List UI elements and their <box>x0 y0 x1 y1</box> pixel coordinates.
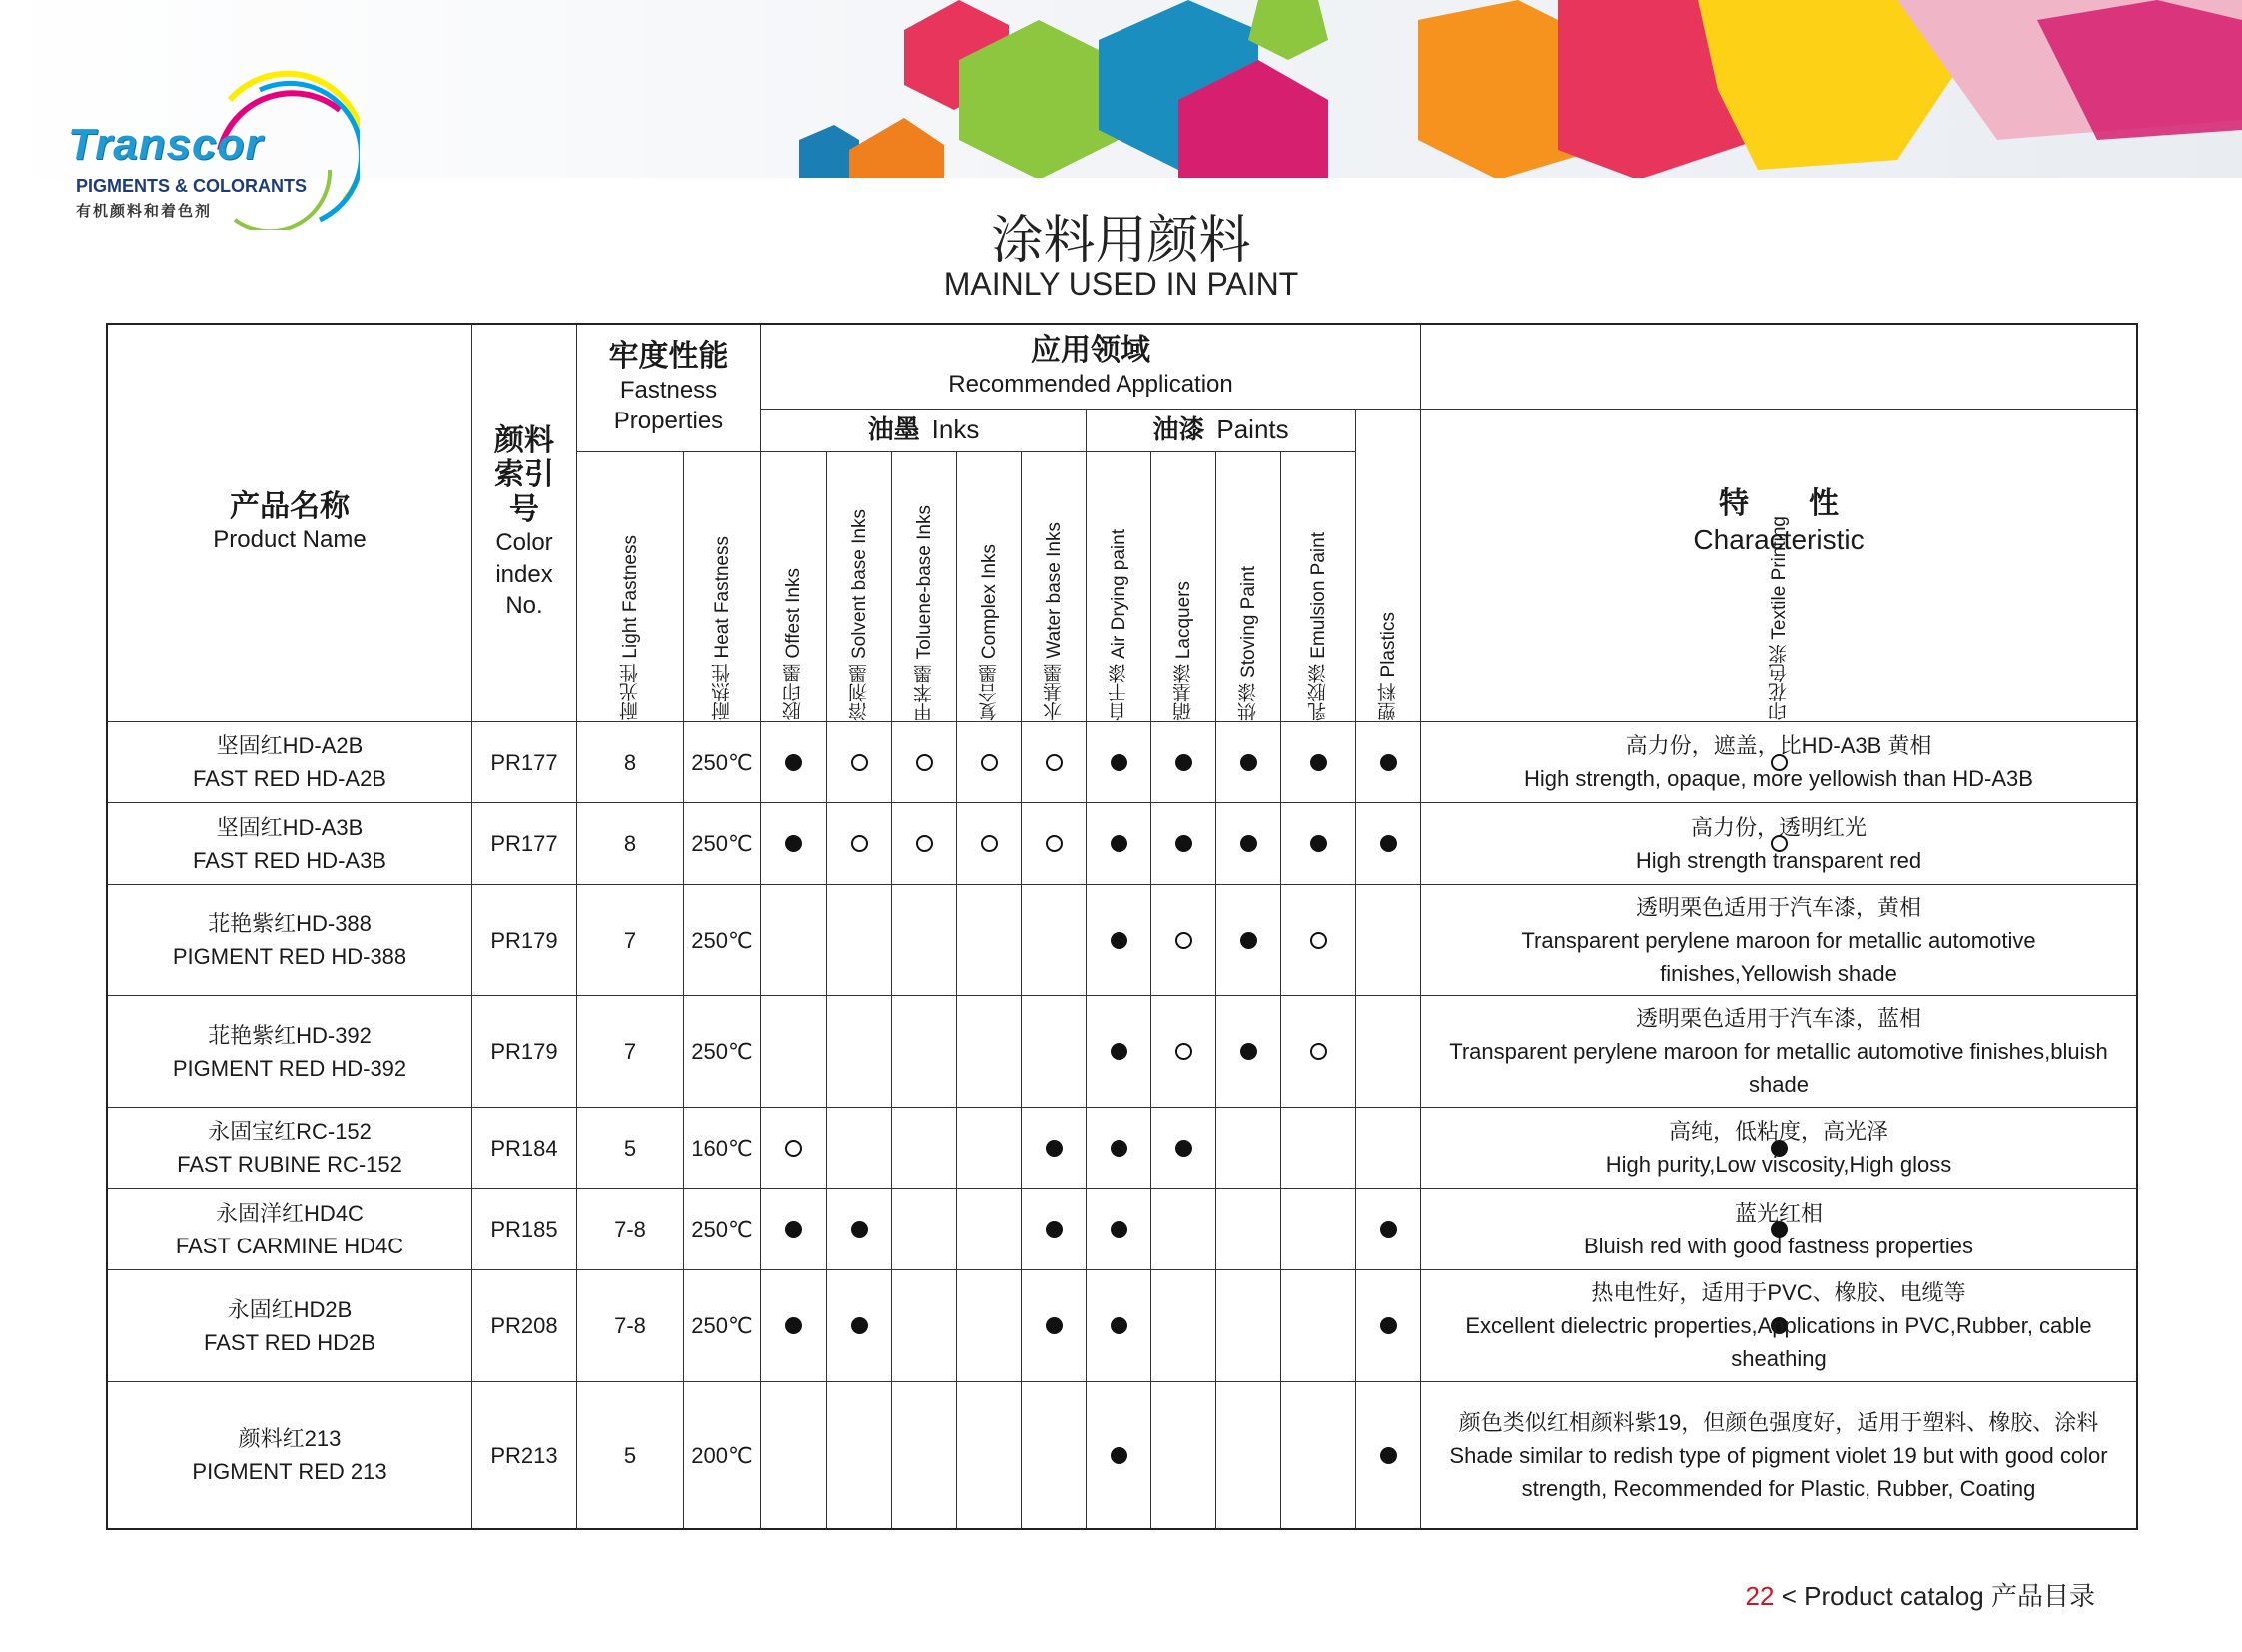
row-application-cell <box>760 1381 827 1529</box>
filled-circle-icon <box>1111 1447 1127 1464</box>
header-characteristic-en: Characteristic <box>1693 523 1865 555</box>
header-inks-label <box>868 413 980 447</box>
filled-circle-icon <box>1111 1140 1127 1157</box>
color-index-value: PR179 <box>490 927 558 953</box>
page-footer <box>1746 1576 2095 1613</box>
open-circle-icon <box>981 835 998 852</box>
row-application-cell <box>1150 995 1216 1108</box>
light-fastness-value: 8 <box>623 831 637 856</box>
row-application-cell <box>826 1188 892 1270</box>
filled-circle-icon <box>1175 1140 1192 1157</box>
heat-fastness-value: 250℃ <box>691 831 753 856</box>
light-fastness-value: 5 <box>623 1135 637 1161</box>
row-application-cell <box>891 802 957 885</box>
characteristic-cn: 透明栗色适用于汽车漆，黄相 <box>1635 894 1921 920</box>
row-color-index <box>471 995 577 1108</box>
product-name-cn: 坚固红HD-A2B <box>216 733 364 758</box>
header-characteristic-cn: 特 性 <box>1719 486 1839 522</box>
filled-circle-icon <box>785 835 802 852</box>
product-name-cn: 坚固红HD-A3B <box>216 814 364 840</box>
product-table <box>107 324 2136 1528</box>
characteristic-cn: 高力份，遮盖，比HD-A3B 黄相 <box>1625 733 1932 758</box>
row-application-cell <box>1150 721 1216 803</box>
row-application-cell <box>891 1188 957 1270</box>
row-application-cell <box>891 1269 957 1382</box>
row-product-name <box>107 802 472 885</box>
row-application-cell <box>1280 884 1356 996</box>
row-application-cell <box>891 884 957 996</box>
header-col-4 <box>891 451 957 722</box>
header-inks <box>760 409 1087 452</box>
header-col-12 <box>1420 409 2137 722</box>
row-application-cell <box>1215 884 1281 996</box>
characteristic-en: High purity,Low viscosity,High gloss <box>1605 1152 1952 1177</box>
header-col-label: 乳胶漆 Emulsion Paint <box>1307 531 1329 721</box>
row-application-cell <box>1355 721 1421 803</box>
header-col-label: 水基墨 Water base Inks <box>1043 522 1065 721</box>
characteristic-en: Shade similar to redish type of pigment violet 19 but with good color strength, Recommended for Plastic, Rubber, Coating <box>1449 1442 2108 1501</box>
row-application-cell <box>956 995 1022 1108</box>
row-application-cell <box>1150 1107 1216 1189</box>
row-application-cell <box>956 884 1022 996</box>
open-circle-icon <box>1310 932 1327 949</box>
row-heat-fastness <box>683 1107 761 1189</box>
row-application-cell <box>1355 1269 1421 1382</box>
open-circle-icon <box>981 754 998 771</box>
heat-fastness-value: 250℃ <box>691 1217 753 1241</box>
row-application-cell <box>1021 802 1087 885</box>
header-fastness-cn: 牢度性能 <box>608 339 729 375</box>
row-light-fastness <box>576 802 684 885</box>
row-application-cell <box>956 1381 1022 1529</box>
filled-circle-icon <box>1240 932 1257 949</box>
product-name-cn: 苝艳紫红HD-392 <box>208 1022 372 1048</box>
product-name-cn: 苝艳紫红HD-388 <box>208 911 372 936</box>
light-fastness-value: 5 <box>623 1442 637 1468</box>
header-product-name <box>107 324 472 722</box>
row-application-cell <box>1021 1188 1087 1270</box>
filled-circle-icon <box>1175 835 1192 852</box>
row-characteristic <box>1420 1381 2137 1529</box>
row-application-cell <box>1150 1381 1216 1529</box>
heat-fastness-value: 250℃ <box>691 1313 753 1338</box>
color-index-value: PR177 <box>490 831 558 856</box>
header-fastness-en: Fastness Properties <box>613 376 724 434</box>
row-application-cell <box>760 1188 827 1270</box>
logo-tagline-cn: 有机颜料和着色剂 <box>76 203 213 220</box>
row-application-cell <box>760 1107 827 1189</box>
filled-circle-icon <box>1310 835 1327 852</box>
characteristic-en: Transparent perylene maroon for metallic automotive finishes,Yellowish shade <box>1521 927 2036 986</box>
row-application-cell <box>1215 802 1281 885</box>
footer-label: < Product catalog 产品目录 <box>1774 1581 2095 1611</box>
light-fastness-value: 8 <box>623 749 637 775</box>
header-col-6 <box>1021 451 1087 722</box>
logo-wordmark: Transcor <box>68 120 264 169</box>
row-application-cell <box>760 802 827 885</box>
header-col-8 <box>1150 451 1216 722</box>
filled-circle-icon <box>1380 754 1397 771</box>
row-application-cell <box>956 1188 1022 1270</box>
product-name-en: FAST RED HD2B <box>204 1329 375 1355</box>
filled-circle-icon <box>1046 1221 1063 1238</box>
row-application-cell <box>760 995 827 1108</box>
header-col-2 <box>760 451 827 722</box>
filled-circle-icon <box>1111 835 1127 852</box>
header-col-11 <box>1355 409 1421 722</box>
color-index-value: PR208 <box>490 1313 558 1338</box>
header-col-0 <box>576 451 684 722</box>
product-name-en: FAST RED HD-A2B <box>193 766 386 791</box>
heat-fastness-value: 250℃ <box>691 927 753 953</box>
row-application-cell <box>1355 1107 1421 1189</box>
product-name-en: PIGMENT RED HD-388 <box>172 944 407 969</box>
header-product-cn: 产品名称 <box>230 488 350 524</box>
row-heat-fastness <box>683 995 761 1108</box>
header-col-label: 自干漆 Air Drying paint <box>1108 528 1129 721</box>
row-application-cell <box>1280 1381 1356 1529</box>
filled-circle-icon <box>785 1221 802 1238</box>
header-paints <box>1086 409 1356 452</box>
header-col-10 <box>1280 451 1356 722</box>
row-application-cell <box>1280 802 1356 885</box>
product-name-cn: 永固宝红RC-152 <box>208 1119 372 1144</box>
filled-circle-icon <box>1111 932 1127 949</box>
row-application-cell <box>1355 884 1421 996</box>
color-index-value: PR184 <box>490 1135 558 1161</box>
page-number: 22 <box>1745 1581 1775 1611</box>
color-index-value: PR185 <box>490 1217 558 1241</box>
row-application-cell <box>760 1269 827 1382</box>
row-heat-fastness <box>683 1188 761 1270</box>
row-color-index <box>471 802 577 885</box>
characteristic-en: High strength, opaque, more yellowish than HD-A3B <box>1524 766 2033 791</box>
row-characteristic <box>1420 721 2137 803</box>
product-name-en: FAST RUBINE RC-152 <box>177 1152 402 1177</box>
filled-circle-icon <box>1111 1043 1127 1060</box>
row-application-cell <box>1086 1381 1151 1529</box>
row-application-cell <box>1215 1381 1281 1529</box>
open-circle-icon <box>851 835 868 852</box>
row-application-cell <box>1215 1107 1281 1189</box>
color-index-value: PR179 <box>490 1039 558 1064</box>
filled-circle-icon <box>851 1221 868 1238</box>
header-col-label: 耐光性 Light Fastness <box>619 535 641 721</box>
row-product-name <box>107 1381 472 1529</box>
page-title-cn: 涂料用颜料 <box>991 211 1251 271</box>
filled-circle-icon <box>1240 754 1257 771</box>
row-application-cell <box>1280 1107 1356 1189</box>
open-circle-icon <box>916 835 933 852</box>
characteristic-en: Excellent dielectric properties,Applications in PVC,Rubber, cable sheathing <box>1465 1313 2092 1371</box>
row-application-cell <box>1086 1188 1151 1270</box>
header-col-9 <box>1215 451 1281 722</box>
row-heat-fastness <box>683 802 761 885</box>
header-application-cn: 应用领域 <box>1031 333 1150 369</box>
row-application-cell <box>1086 995 1151 1108</box>
color-index-value: PR213 <box>490 1442 558 1468</box>
row-application-cell <box>1150 1269 1216 1382</box>
filled-circle-icon <box>1111 1221 1127 1238</box>
characteristic-cn: 热电性好，适用于PVC、橡胶、电缆等 <box>1591 1280 1966 1305</box>
product-name-en: PIGMENT RED HD-392 <box>172 1055 407 1081</box>
row-application-cell <box>1355 1188 1421 1270</box>
row-application-cell <box>760 721 827 803</box>
characteristic-en: Bluish red with good fastness properties <box>1583 1233 1974 1258</box>
page-title-en: MAINLY USED IN PAINT <box>943 266 1299 302</box>
light-fastness-value: 7-8 <box>614 1313 646 1338</box>
header-col-7 <box>1086 451 1151 722</box>
row-application-cell <box>1150 802 1216 885</box>
row-application-cell <box>1215 1188 1281 1270</box>
header-application <box>760 324 1421 410</box>
row-application-cell <box>1021 1269 1087 1382</box>
row-application-cell <box>826 802 892 885</box>
row-color-index <box>471 1381 577 1529</box>
row-application-cell <box>956 721 1022 803</box>
header-fastness <box>576 324 761 452</box>
heat-fastness-value: 250℃ <box>691 749 753 775</box>
row-application-cell <box>1280 1269 1356 1382</box>
header-col-label: 溶剂墨 Solvent base Inks <box>848 508 870 721</box>
header-col-3 <box>826 451 892 722</box>
header-index-cn: 颜料索引号 <box>494 422 554 527</box>
filled-circle-icon <box>851 1317 868 1334</box>
row-application-cell <box>1215 1269 1281 1382</box>
header-color-index <box>471 324 577 722</box>
product-name-cn: 颜料红213 <box>238 1426 342 1451</box>
header-col-label: 烘漆 Stoving Paint <box>1237 565 1259 721</box>
header-col-5 <box>956 451 1022 722</box>
row-application-cell <box>1086 1269 1151 1382</box>
characteristic-cn: 透明栗色适用于汽车漆，蓝相 <box>1635 1006 1921 1031</box>
row-product-name <box>107 1188 472 1270</box>
row-application-cell <box>826 1269 892 1382</box>
header-paints-en: Paints <box>1216 414 1289 445</box>
row-product-name <box>107 1269 472 1382</box>
row-application-cell <box>1086 884 1151 996</box>
filled-circle-icon <box>785 1317 802 1334</box>
header-col-label: 耐热性 Heat Fastness <box>711 536 733 721</box>
open-circle-icon <box>851 754 868 771</box>
row-light-fastness <box>576 1269 684 1382</box>
row-product-name <box>107 995 472 1108</box>
row-heat-fastness <box>683 1269 761 1382</box>
row-application-cell <box>1215 995 1281 1108</box>
row-product-name <box>107 721 472 803</box>
header-application-en: Recommended Application <box>948 370 1233 398</box>
product-name-en: PIGMENT RED 213 <box>192 1459 387 1484</box>
row-characteristic <box>1420 884 2137 996</box>
header-col-label: 塑料 Plastics <box>1377 612 1399 721</box>
row-application-cell <box>1355 995 1421 1108</box>
open-circle-icon <box>785 1140 802 1157</box>
row-application-cell <box>956 1269 1022 1382</box>
filled-circle-icon <box>785 754 802 771</box>
row-application-cell <box>826 1381 892 1529</box>
row-application-cell <box>1086 1107 1151 1189</box>
row-application-cell <box>956 1107 1022 1189</box>
row-light-fastness <box>576 721 684 803</box>
row-application-cell <box>1280 995 1356 1108</box>
row-application-cell <box>1355 802 1421 885</box>
open-circle-icon <box>1046 754 1063 771</box>
header-col-label: 复合墨 Complex Inks <box>978 543 1000 721</box>
row-heat-fastness <box>683 721 761 803</box>
header-paints-label <box>1152 413 1288 447</box>
row-color-index <box>471 1269 577 1382</box>
row-application-cell <box>1021 884 1087 996</box>
characteristic-cn: 高力份，透明红光 <box>1690 814 1867 840</box>
row-application-cell <box>1280 1188 1356 1270</box>
row-light-fastness <box>576 1107 684 1189</box>
row-application-cell <box>760 884 827 996</box>
row-application-cell <box>1086 802 1151 885</box>
row-application-cell <box>826 884 892 996</box>
row-application-cell <box>826 995 892 1108</box>
filled-circle-icon <box>1240 835 1257 852</box>
open-circle-icon <box>1175 932 1192 949</box>
row-application-cell <box>1150 884 1216 996</box>
header-index-en: Color index No. <box>495 529 553 619</box>
product-name-cn: 永固红HD2B <box>227 1296 353 1322</box>
row-product-name <box>107 1107 472 1189</box>
row-application-cell <box>891 995 957 1108</box>
characteristic-en: High strength transparent red <box>1635 847 1922 873</box>
header-col-label: 硝基漆 Lacquers <box>1172 580 1194 721</box>
row-characteristic <box>1420 1269 2137 1382</box>
row-application-cell <box>1021 721 1087 803</box>
filled-circle-icon <box>1380 1447 1397 1464</box>
open-circle-icon <box>1310 1043 1327 1060</box>
heat-fastness-value: 250℃ <box>691 1039 753 1064</box>
open-circle-icon <box>916 754 933 771</box>
logo-tagline: PIGMENTS & COLORANTS <box>76 176 308 196</box>
row-characteristic <box>1420 1188 2137 1270</box>
color-index-value: PR177 <box>490 749 558 775</box>
row-light-fastness <box>576 995 684 1108</box>
header-col-label: 印花色浆 Textile Printing <box>1768 516 1790 721</box>
filled-circle-icon <box>1111 1317 1127 1334</box>
row-application-cell <box>1150 1188 1216 1270</box>
open-circle-icon <box>1175 1043 1192 1060</box>
row-application-cell <box>1215 721 1281 803</box>
filled-circle-icon <box>1175 754 1192 771</box>
filled-circle-icon <box>1046 1317 1063 1334</box>
row-application-cell <box>826 1107 892 1189</box>
row-application-cell <box>1021 995 1087 1108</box>
heat-fastness-value: 160℃ <box>691 1135 753 1161</box>
row-application-cell <box>826 721 892 803</box>
row-characteristic <box>1420 995 2137 1108</box>
header-col-label: 胶印墨 Offest Inks <box>783 568 804 721</box>
row-light-fastness <box>576 1188 684 1270</box>
row-application-cell <box>1280 721 1356 803</box>
filled-circle-icon <box>1111 754 1127 771</box>
light-fastness-value: 7 <box>623 927 637 953</box>
row-color-index <box>471 884 577 996</box>
filled-circle-icon <box>1380 1317 1397 1334</box>
light-fastness-value: 7-8 <box>614 1217 646 1241</box>
characteristic-cn: 颜色类似红相颜料紫19，但颜色强度好，适用于塑料、橡胶、涂料 <box>1458 1409 2099 1435</box>
filled-circle-icon <box>1310 754 1327 771</box>
row-application-cell <box>891 721 957 803</box>
row-color-index <box>471 1188 577 1270</box>
header-col-1 <box>683 451 761 722</box>
row-heat-fastness <box>683 884 761 996</box>
header-product-en: Product Name <box>213 526 367 554</box>
row-characteristic <box>1420 802 2137 885</box>
row-color-index <box>471 1107 577 1189</box>
characteristic-en: Transparent perylene maroon for metallic automotive finishes,bluish shade <box>1449 1039 2108 1097</box>
light-fastness-value: 7 <box>623 1039 637 1064</box>
characteristic-cn: 蓝光红相 <box>1734 1200 1823 1226</box>
open-circle-icon <box>1046 835 1063 852</box>
filled-circle-icon <box>1380 835 1397 852</box>
row-characteristic <box>1420 1107 2137 1189</box>
characteristic-cn: 高纯，低粘度，高光泽 <box>1668 1119 1888 1144</box>
row-application-cell <box>891 1107 957 1189</box>
row-light-fastness <box>576 1381 684 1529</box>
row-application-cell <box>891 1381 957 1529</box>
row-heat-fastness <box>683 1381 761 1529</box>
row-color-index <box>471 721 577 803</box>
header-paints-cn: 油漆 <box>1152 415 1205 446</box>
product-name-cn: 永固洋红HD4C <box>216 1200 364 1226</box>
header-inks-cn: 油墨 <box>867 415 920 446</box>
row-application-cell <box>1355 1381 1421 1529</box>
row-application-cell <box>1021 1381 1087 1529</box>
row-light-fastness <box>576 884 684 996</box>
header-col-label: 甲苯墨 Toluene-base Inks <box>913 504 935 721</box>
row-product-name <box>107 884 472 996</box>
product-name-en: FAST CARMINE HD4C <box>175 1233 404 1258</box>
row-application-cell <box>956 802 1022 885</box>
heat-fastness-value: 200℃ <box>691 1442 753 1468</box>
row-application-cell <box>1021 1107 1087 1189</box>
filled-circle-icon <box>1380 1221 1397 1238</box>
header-inks-en: Inks <box>931 414 980 445</box>
filled-circle-icon <box>1240 1043 1257 1060</box>
filled-circle-icon <box>1046 1140 1063 1157</box>
product-name-en: FAST RED HD-A3B <box>193 847 386 873</box>
row-application-cell <box>1086 721 1151 803</box>
